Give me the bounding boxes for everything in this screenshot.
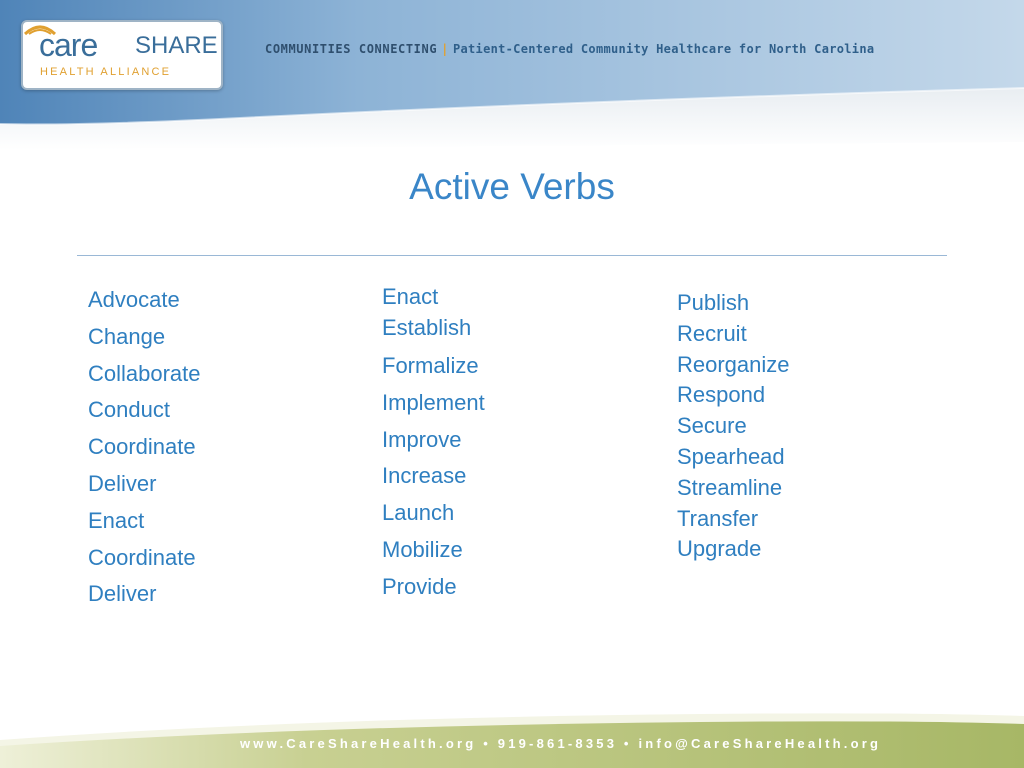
list-item: Secure xyxy=(677,413,747,439)
list-item: Mobilize xyxy=(382,536,463,562)
header-tagline xyxy=(265,42,874,56)
list-item: Deliver xyxy=(88,581,157,607)
tagline-separator: | xyxy=(441,42,449,56)
verb-column-1 xyxy=(88,282,201,613)
list-item: Increase xyxy=(382,463,467,489)
careshare-logo[interactable] xyxy=(21,20,223,90)
list-item: Implement xyxy=(382,389,485,415)
footer-contact: www.CareShareHealth.org • 919-861-8353 • info@CareShareHealth.org xyxy=(240,736,882,751)
list-item: Formalize xyxy=(382,353,479,378)
list-item: Upgrade xyxy=(677,536,762,562)
list-item: Streamline xyxy=(677,474,783,500)
list-item: Respond xyxy=(677,382,766,408)
logo-sunrise-icon xyxy=(23,22,57,38)
list-item: Recruit xyxy=(677,320,747,346)
list-item: Deliver xyxy=(88,470,157,496)
list-item: Improve xyxy=(382,426,462,452)
list-item: Enact xyxy=(88,507,145,533)
list-item: Transfer xyxy=(677,505,759,531)
list-item: Launch xyxy=(382,500,455,526)
list-item: Coordinate xyxy=(88,544,196,570)
footer-background xyxy=(0,700,1024,768)
list-item: Coordinate xyxy=(88,434,196,460)
list-item: Reorganize xyxy=(677,351,790,377)
logo-care-text: care xyxy=(39,27,98,63)
verb-column-2 xyxy=(382,282,485,606)
list-item: Conduct xyxy=(88,397,170,423)
list-item: Change xyxy=(88,323,166,349)
tagline-sub: Patient-Centered Community Healthcare for North Carolina xyxy=(452,42,875,56)
list-item: Spearhead xyxy=(677,443,785,469)
footer-banner xyxy=(0,700,1024,768)
verb-column-3 xyxy=(677,288,790,565)
tagline-main: COMMUNITIES CONNECTING xyxy=(265,42,438,56)
list-item: Establish xyxy=(382,315,472,340)
header-banner xyxy=(0,0,1024,150)
list-item: Publish xyxy=(677,290,750,315)
logo-share-text: SHARE xyxy=(135,32,218,59)
list-item: Enact xyxy=(382,284,439,309)
title-divider xyxy=(77,255,947,256)
slide-title: Active Verbs xyxy=(409,166,615,207)
list-item: Collaborate xyxy=(88,360,201,386)
logo-subtitle: HEALTH ALLIANCE xyxy=(40,66,172,78)
list-item: Advocate xyxy=(88,287,180,312)
list-item: Provide xyxy=(382,573,457,599)
